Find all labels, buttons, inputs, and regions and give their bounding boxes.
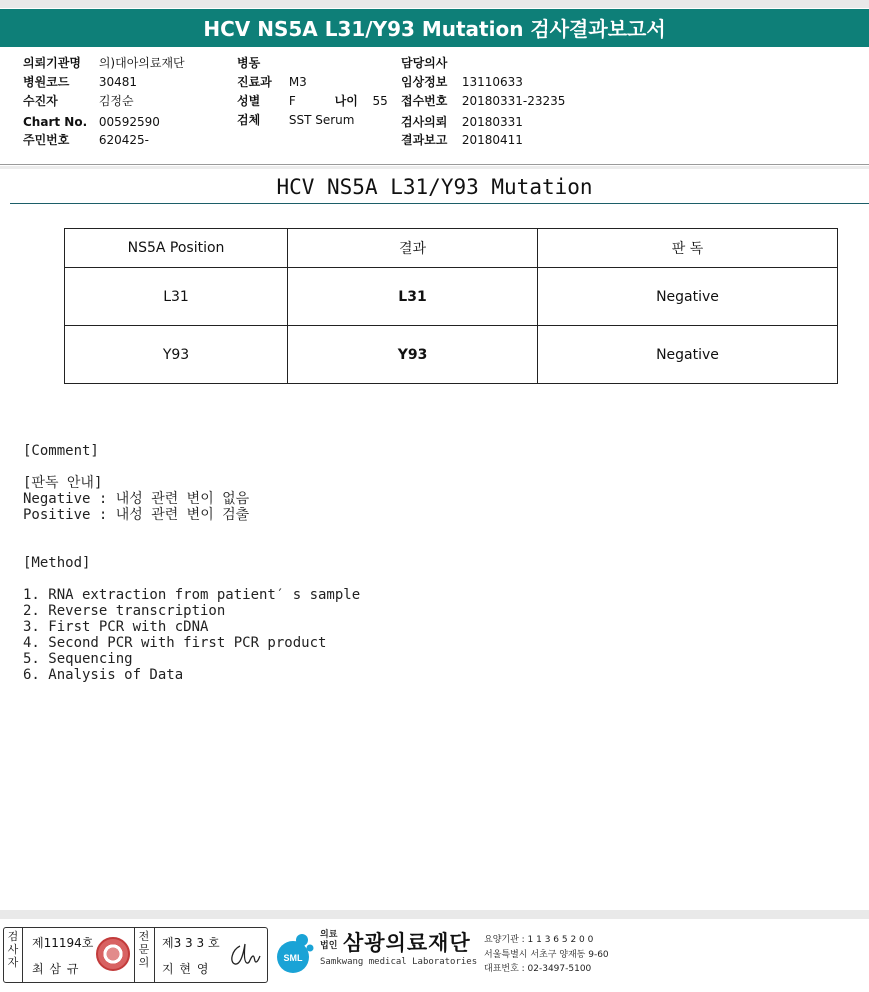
- info-value: 00592590: [98, 115, 160, 129]
- signature-box: [3, 927, 268, 983]
- org-info-line: 요양기관 : 1 1 3 6 5 2 0 0: [484, 935, 594, 945]
- guide-line-positive: Positive : 내성 관련 변이 검출: [23, 507, 250, 523]
- signer2-license: 제3 3 3 호: [162, 936, 220, 950]
- org-type: [320, 930, 337, 952]
- method-step: 4. Second PCR with first PCR product: [23, 635, 327, 651]
- cell-position: Y93: [65, 326, 288, 384]
- info-row-report-date: [401, 131, 523, 149]
- info-value: SST Serum: [288, 113, 355, 127]
- info-label: 결과보고: [401, 133, 448, 147]
- report-footer: [0, 922, 869, 988]
- info-divider: [0, 164, 869, 165]
- info-label: 의뢰기관명: [23, 56, 81, 70]
- cell-result: Y93: [288, 326, 538, 384]
- header-result: 결과: [288, 229, 538, 268]
- signature-icon: [226, 940, 262, 970]
- cell-result: L31: [288, 268, 538, 326]
- signer1-name: 최 삼 규: [32, 962, 80, 976]
- org-name-en: Samkwang medical Laboratories: [320, 957, 478, 967]
- header-position: NS5A Position: [65, 229, 288, 268]
- info-row-resident-no: [23, 131, 149, 149]
- info-value: 13110633: [461, 75, 523, 89]
- signer1-role-text: 검사자: [7, 930, 19, 969]
- info-row-sex: [237, 92, 388, 110]
- info-value: 620425-: [98, 133, 149, 147]
- org-type-line: 의료: [320, 930, 338, 940]
- signer2-role-text: 전문의: [138, 930, 150, 969]
- signbox-divider: [154, 928, 155, 982]
- report-title: HCV NS5A L31/Y93 Mutation: [276, 175, 593, 199]
- info-label: 병원코드: [23, 75, 70, 89]
- signer2-role: [135, 928, 153, 982]
- info-label: 접수번호: [401, 94, 448, 108]
- banner-title: HCV NS5A L31/Y93 Mutation 검사결과보고서: [203, 17, 666, 41]
- info-label: 임상정보: [401, 75, 448, 89]
- info-value: 의)대아의료재단: [98, 56, 185, 70]
- cell-position: L31: [65, 268, 288, 326]
- signbox-divider: [22, 928, 23, 982]
- info-row-chart-no: [23, 113, 160, 131]
- info-value-age: 55: [372, 94, 388, 108]
- header-interpretation: 판 독: [538, 229, 838, 268]
- info-row-physician: [401, 54, 462, 72]
- info-label: 주민번호: [23, 133, 70, 147]
- official-seal-icon: [96, 937, 130, 971]
- info-value: 김정순: [98, 94, 134, 108]
- info-label: 검사의뢰: [401, 115, 448, 129]
- method-heading: [Method]: [23, 555, 91, 571]
- top-edge-strip: [0, 0, 869, 8]
- sml-logo-text: SML: [283, 953, 303, 963]
- report-banner: [0, 9, 869, 47]
- info-row-patient: [23, 92, 134, 110]
- info-row-ward: [237, 54, 289, 72]
- info-row-clinical-info: [401, 73, 523, 91]
- table-row: [65, 326, 838, 384]
- signer1-license: 제11194호: [32, 936, 94, 950]
- info-value: 30481: [98, 75, 138, 89]
- info-row-hospital-code: [23, 73, 137, 91]
- info-label: 수진자: [23, 94, 58, 108]
- info-label: 병동: [237, 56, 261, 70]
- method-step: 2. Reverse transcription: [23, 603, 226, 619]
- info-value: 20180331: [461, 115, 523, 129]
- method-step: 3. First PCR with cDNA: [23, 619, 209, 635]
- method-step: 6. Analysis of Data: [23, 667, 184, 683]
- info-value: 20180411: [461, 133, 523, 147]
- guide-line-negative: Negative : 내성 관련 변이 없음: [23, 491, 250, 507]
- info-row-department: [237, 73, 307, 91]
- info-divider-shadow: [0, 166, 869, 169]
- info-value: 20180331-23235: [461, 94, 566, 108]
- info-row-specimen: [237, 111, 354, 129]
- info-label: 성별: [237, 94, 261, 108]
- patient-info-section: [0, 50, 869, 162]
- info-label: 진료과: [237, 75, 272, 89]
- org-type-line: 법인: [320, 941, 338, 951]
- signer1-role: [4, 928, 22, 982]
- info-value: M3: [288, 75, 307, 89]
- info-row-receipt-no: [401, 92, 565, 110]
- guide-heading: [판독 안내]: [23, 475, 103, 491]
- title-rule: [10, 203, 869, 204]
- sml-logo-icon: [271, 931, 315, 975]
- results-header-row: [65, 229, 838, 268]
- info-label: 검체: [237, 113, 261, 127]
- org-name: 삼광의료재단: [343, 931, 471, 955]
- cell-interpretation: Negative: [538, 326, 838, 384]
- info-label: 담당의사: [401, 56, 448, 70]
- method-step: 5. Sequencing: [23, 651, 133, 667]
- org-info-line: 서울특별시 서초구 양재동 9-60: [484, 950, 609, 960]
- cell-interpretation: Negative: [538, 268, 838, 326]
- info-value: F: [288, 94, 296, 108]
- table-row: [65, 268, 838, 326]
- info-row-request-date: [401, 113, 523, 131]
- info-row-institution: [23, 54, 185, 72]
- comment-heading: [Comment]: [23, 443, 99, 459]
- method-step: 1. RNA extraction from patient′ s sample: [23, 587, 361, 603]
- results-table: [64, 228, 838, 384]
- info-label: Chart No.: [23, 115, 88, 129]
- info-label-age: 나이: [334, 94, 358, 108]
- footer-divider: [0, 910, 869, 919]
- signer2-name: 지 현 영: [162, 962, 210, 976]
- org-info-line: 대표번호 : 02-3497-5100: [484, 964, 592, 974]
